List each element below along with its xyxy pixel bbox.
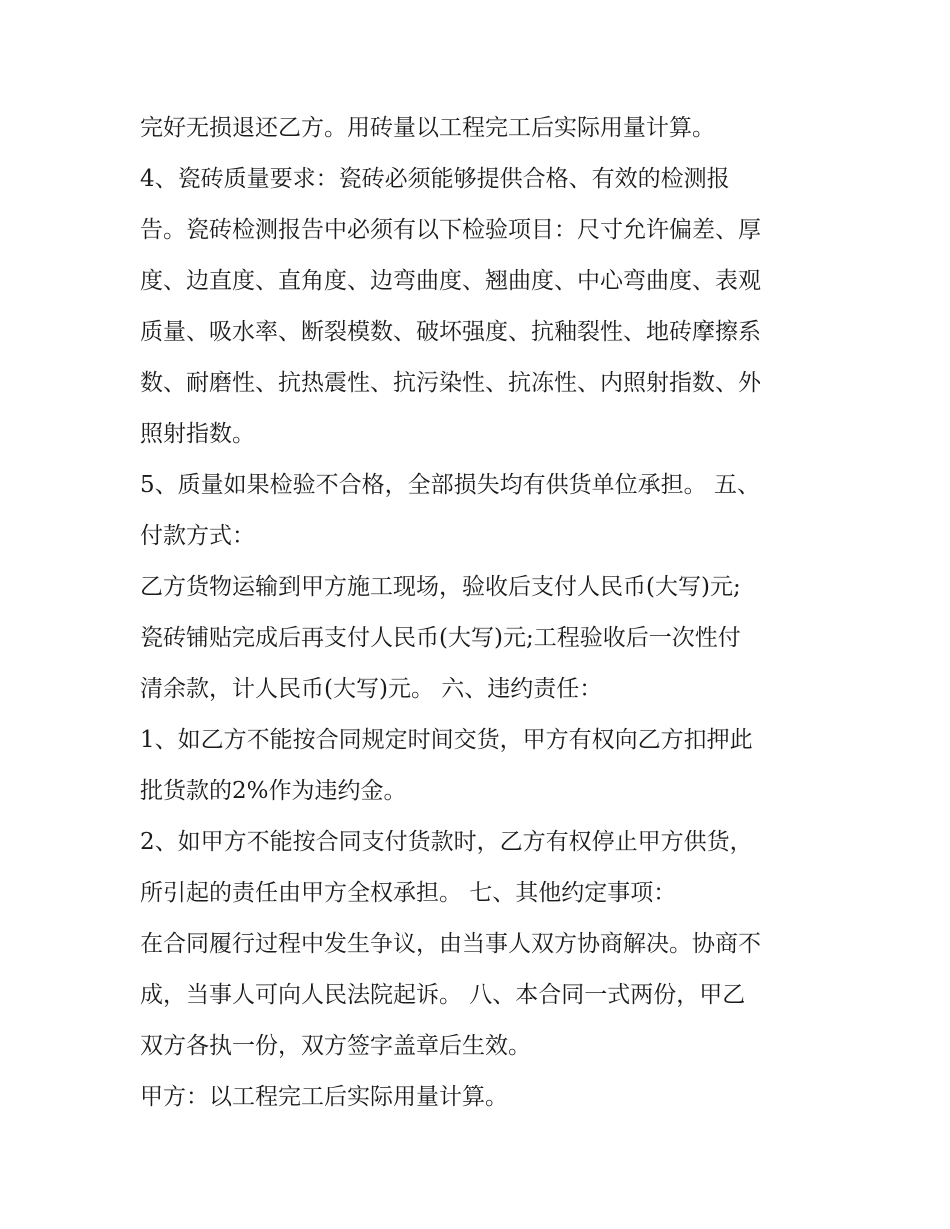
text-line: 5、质量如果检验不合格，全部损失均有供货单位承担。 五、 xyxy=(140,472,760,498)
text-line: 甲方：以工程完工后实际用量计算。 xyxy=(140,1084,508,1110)
text-line: 瓷砖铺贴完成后再支付人民币(大写)元;工程验收后一次性付 xyxy=(140,625,741,651)
text-line: 在合同履行过程中发生争议，由当事人双方协商解决。协商不 xyxy=(140,931,761,957)
text-line: 乙方货物运输到甲方施工现场，验收后支付人民币(大写)元; xyxy=(140,574,741,600)
text-line: 双方各执一份，双方签字盖章后生效。 xyxy=(140,1033,531,1059)
text-line: 照射指数。 xyxy=(140,421,255,447)
text-line: 成，当事人可向人民法院起诉。 八、本合同一式两份，甲乙 xyxy=(140,982,746,1008)
text-line: 度、边直度、直角度、边弯曲度、翘曲度、中心弯曲度、表观 xyxy=(140,268,761,294)
text-line: 付款方式： xyxy=(140,523,255,549)
text-line: 4、瓷砖质量要求：瓷砖必须能够提供合格、有效的检测报 xyxy=(140,166,730,192)
text-line: 2、如甲方不能按合同支付货款时，乙方有权停止甲方供货， xyxy=(140,829,753,855)
text-line: 批货款的2%作为违约金。 xyxy=(140,778,407,804)
text-line: 完好无损退还乙方。用砖量以工程完工后实际用量计算。 xyxy=(140,115,715,141)
text-line: 告。瓷砖检测报告中必须有以下检验项目：尺寸允许偏差、厚 xyxy=(140,217,761,243)
text-line: 1、如乙方不能按合同规定时间交货，甲方有权向乙方扣押此 xyxy=(140,727,753,753)
text-line: 质量、吸水率、断裂模数、破坏强度、抗釉裂性、地砖摩擦系 xyxy=(140,319,761,345)
text-line: 清余款，计人民币(大写)元。 六、违约责任： xyxy=(140,676,603,702)
text-line: 数、耐磨性、抗热震性、抗污染性、抗冻性、内照射指数、外 xyxy=(140,370,761,396)
text-line: 所引起的责任由甲方全权承担。 七、其他约定事项： xyxy=(140,880,677,906)
